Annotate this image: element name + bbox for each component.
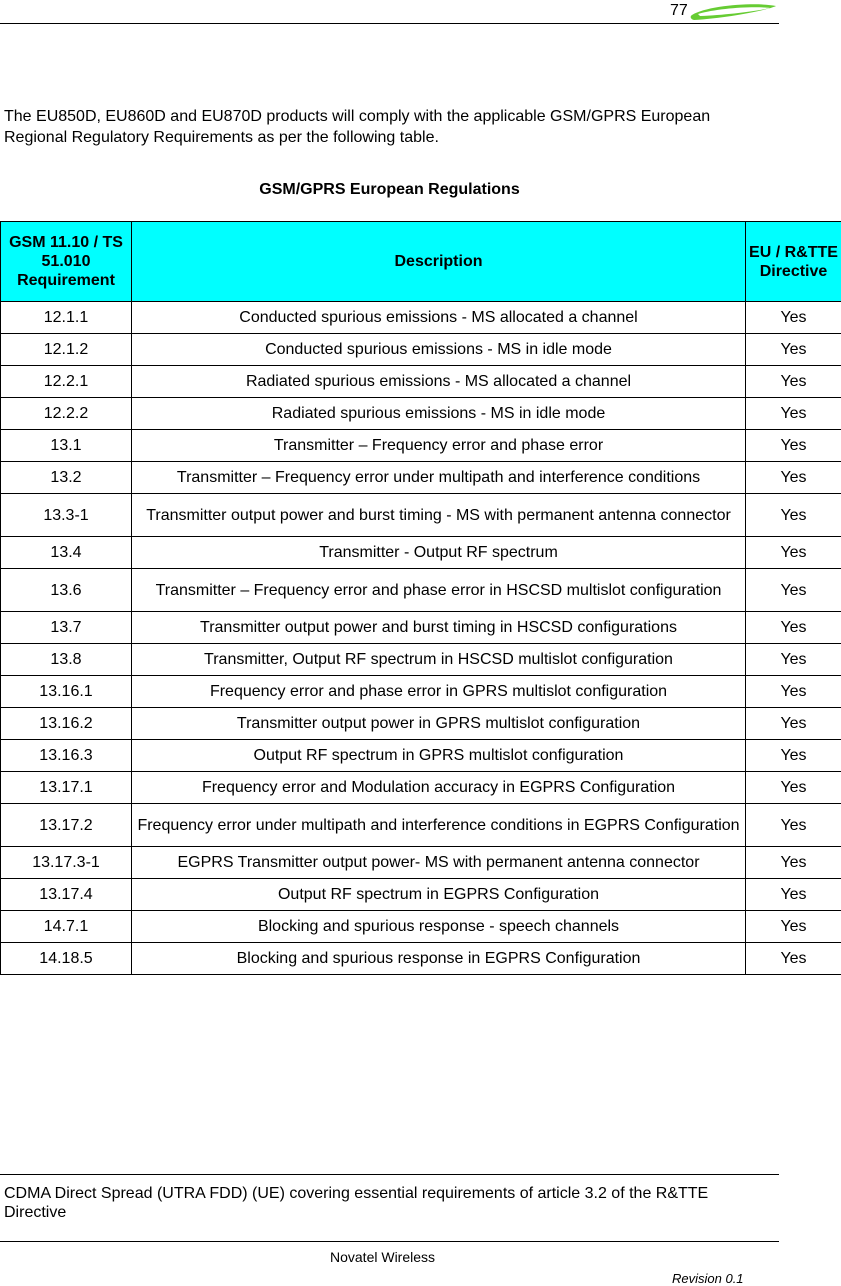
directive-cell: Yes — [746, 462, 841, 494]
table-header-row — [1, 222, 841, 302]
table-row — [1, 740, 841, 772]
footnote-rule — [0, 1174, 779, 1175]
requirement-cell: 14.7.1 — [1, 911, 132, 943]
requirement-cell: 13.2 — [1, 462, 132, 494]
table-title: GSM/GPRS European Regulations — [0, 181, 779, 199]
requirement-cell: 13.17.2 — [1, 804, 132, 847]
table-row — [1, 398, 841, 430]
requirement-cell: 13.4 — [1, 537, 132, 569]
page-number: 77 — [670, 2, 688, 20]
description-cell: Conducted spurious emissions - MS in idle mode — [132, 334, 746, 366]
directive-cell: Yes — [746, 398, 841, 430]
directive-cell: Yes — [746, 911, 841, 943]
requirement-cell: 13.1 — [1, 430, 132, 462]
description-cell: Frequency error and phase error in GPRS multislot configuration — [132, 676, 746, 708]
directive-cell: Yes — [746, 334, 841, 366]
table-row — [1, 879, 841, 911]
directive-cell: Yes — [746, 366, 841, 398]
table-row — [1, 676, 841, 708]
directive-cell: Yes — [746, 494, 841, 537]
requirement-cell: 12.1.2 — [1, 334, 132, 366]
directive-cell: Yes — [746, 612, 841, 644]
description-cell: Output RF spectrum in GPRS multislot configuration — [132, 740, 746, 772]
description-cell: Transmitter output power and burst timing - MS with permanent antenna connector — [132, 494, 746, 537]
requirement-cell: 13.3-1 — [1, 494, 132, 537]
directive-cell: Yes — [746, 847, 841, 879]
directive-cell: Yes — [746, 569, 841, 612]
directive-cell: Yes — [746, 676, 841, 708]
table-row — [1, 911, 841, 943]
description-cell: Transmitter – Frequency error and phase error in HSCSD multislot configuration — [132, 569, 746, 612]
intro-paragraph: The EU850D, EU860D and EU870D products will comply with the applicable GSM/GPRS European Regional Regulatory Requirements as per the following table. — [4, 106, 764, 148]
requirement-cell: 13.7 — [1, 612, 132, 644]
table-row — [1, 644, 841, 676]
table-row — [1, 569, 841, 612]
description-cell: Transmitter – Frequency error and phase error — [132, 430, 746, 462]
description-cell: Blocking and spurious response - speech channels — [132, 911, 746, 943]
requirement-cell: 13.16.2 — [1, 708, 132, 740]
description-cell: Frequency error and Modulation accuracy in EGPRS Configuration — [132, 772, 746, 804]
requirement-cell: 13.6 — [1, 569, 132, 612]
requirement-cell: 13.8 — [1, 644, 132, 676]
table-row — [1, 494, 841, 537]
novatel-swoosh-logo — [688, 2, 780, 24]
table-row — [1, 366, 841, 398]
footnote-text: CDMA Direct Spread (UTRA FDD) (UE) covering essential requirements of article 3.2 of the R&TTE Directive — [4, 1184, 774, 1222]
requirement-cell: 12.1.1 — [1, 302, 132, 334]
description-cell: Frequency error under multipath and interference conditions in EGPRS Configuration — [132, 804, 746, 847]
requirement-cell: 13.16.3 — [1, 740, 132, 772]
table-row — [1, 804, 841, 847]
requirement-cell: 13.17.1 — [1, 772, 132, 804]
requirement-cell: 12.2.2 — [1, 398, 132, 430]
description-cell: Transmitter – Frequency error under multipath and interference conditions — [132, 462, 746, 494]
revision-label: Revision 0.1 — [672, 1271, 744, 1286]
directive-cell: Yes — [746, 708, 841, 740]
description-cell: EGPRS Transmitter output power- MS with permanent antenna connector — [132, 847, 746, 879]
footer-rule — [0, 1241, 779, 1242]
directive-cell: Yes — [746, 430, 841, 462]
description-cell: Transmitter, Output RF spectrum in HSCSD multislot configuration — [132, 644, 746, 676]
requirement-cell: 13.17.3-1 — [1, 847, 132, 879]
table-row — [1, 462, 841, 494]
description-cell: Output RF spectrum in EGPRS Configuration — [132, 879, 746, 911]
table-row — [1, 302, 841, 334]
table-row — [1, 708, 841, 740]
table-row — [1, 334, 841, 366]
table-row — [1, 943, 841, 975]
description-cell: Blocking and spurious response in EGPRS Configuration — [132, 943, 746, 975]
directive-cell: Yes — [746, 302, 841, 334]
header-description: Description — [132, 222, 746, 302]
directive-cell: Yes — [746, 943, 841, 975]
header-requirement: GSM 11.10 / TS 51.010 Requirement — [1, 222, 132, 302]
directive-cell: Yes — [746, 644, 841, 676]
company-name: Novatel Wireless — [330, 1249, 435, 1265]
table-row — [1, 612, 841, 644]
directive-cell: Yes — [746, 804, 841, 847]
description-cell: Radiated spurious emissions - MS allocated a channel — [132, 366, 746, 398]
description-cell: Conducted spurious emissions - MS allocated a channel — [132, 302, 746, 334]
table-row — [1, 430, 841, 462]
requirement-cell: 13.17.4 — [1, 879, 132, 911]
directive-cell: Yes — [746, 537, 841, 569]
requirement-cell: 14.18.5 — [1, 943, 132, 975]
requirement-cell: 12.2.1 — [1, 366, 132, 398]
description-cell: Transmitter output power in GPRS multislot configuration — [132, 708, 746, 740]
table-row — [1, 537, 841, 569]
table-row — [1, 772, 841, 804]
description-cell: Transmitter - Output RF spectrum — [132, 537, 746, 569]
header-directive: EU / R&TTE Directive — [746, 222, 841, 302]
table-row — [1, 847, 841, 879]
regulations-table — [0, 221, 841, 975]
directive-cell: Yes — [746, 879, 841, 911]
description-cell: Radiated spurious emissions - MS in idle mode — [132, 398, 746, 430]
description-cell: Transmitter output power and burst timing in HSCSD configurations — [132, 612, 746, 644]
header-rule — [0, 23, 779, 24]
directive-cell: Yes — [746, 772, 841, 804]
directive-cell: Yes — [746, 740, 841, 772]
requirement-cell: 13.16.1 — [1, 676, 132, 708]
